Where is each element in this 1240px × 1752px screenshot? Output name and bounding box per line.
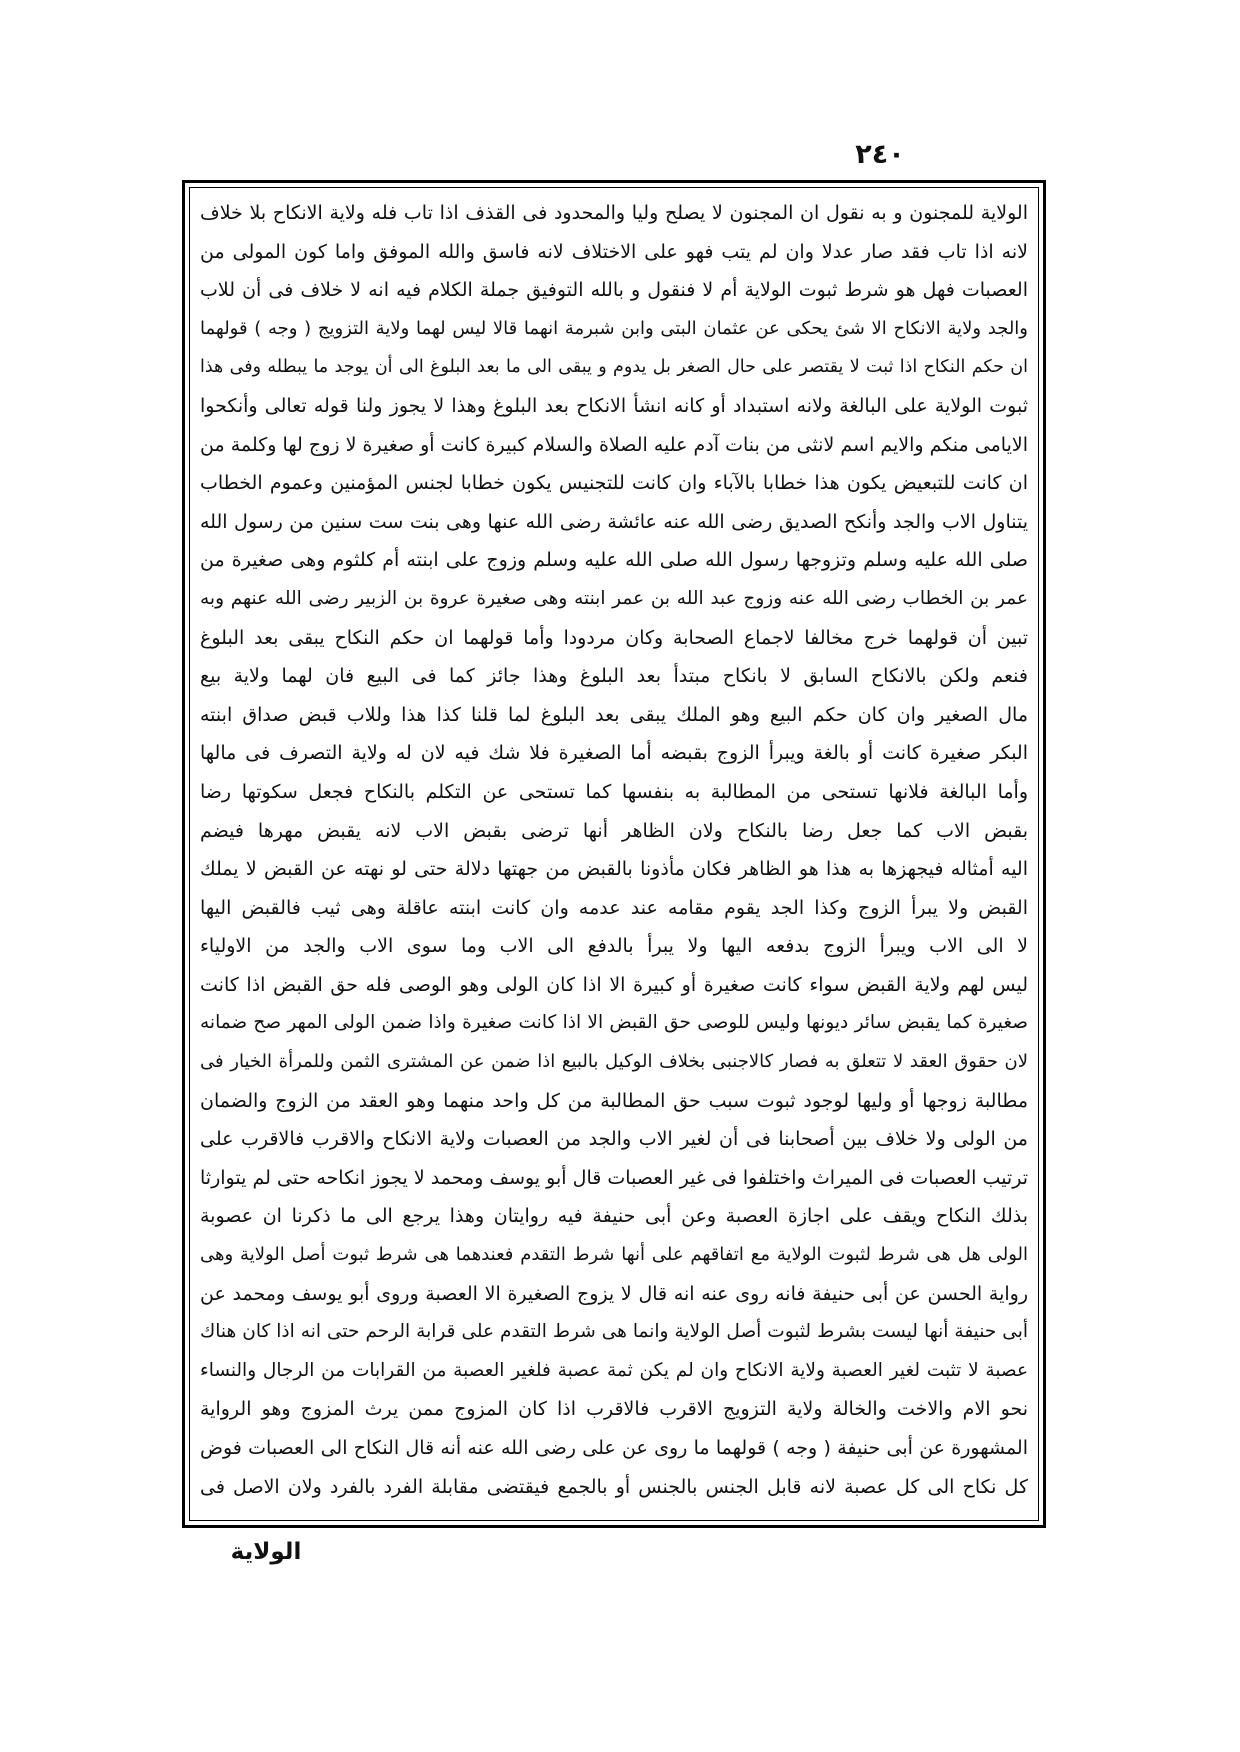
text-line: بقبض الاب كما جعل رضا بالنكاح ولان الظاهر أنها ترضى بقبض الاب لانه يقبض مهرها فيضم xyxy=(200,819,1028,842)
text-line: العصبات فهل هو شرط ثبوت الولاية أم لا فنقول و بالله التوفيق جملة الكلام فيه انه لا خلاف فى أن للاب xyxy=(200,279,1028,302)
text-line: وأما البالغة فلانها تستحى من المطالبة به بنفسها كما تستحى عن التكلم بالنكاح فجعل سكوتها رضا xyxy=(200,780,1028,803)
text-line: اليه أمثاله فيجهزها به هذا هو الظاهر فكان مأذونا بالقبض من جهتها دلالة حتى لو نهته عن القبض لا يملك xyxy=(200,858,1028,881)
text-line: مال الصغير وان كان حكم البيع وهو الملك يبقى بعد البلوغ لما قلنا كذا هذا وللاب قبض صداق ابنته xyxy=(200,703,1028,726)
text-line: ثبوت الولاية على البالغة ولانه استبداد أو كانه انشأ الانكاح بعد البلوغ وهذا لا يجوز ولنا قوله تعالى وأنكحوا xyxy=(200,394,1028,417)
text-line: لا الى الاب ويبرأ الزوج بدفعه اليها ولا يبرأ بالدفع الى الاب وما سوى الاب والجد من الاولياء xyxy=(200,935,1028,958)
text-line: لان حقوق العقد لا تتعلق به فصار كالاجنبى بخلاف الوكيل بالبيع اذا ضمن عن المشترى الثمن وللمرأة الخيار فى xyxy=(200,1051,1028,1073)
text-line: كل نكاح الى كل عصبة لانه قابل الجنس بالجنس أو بالجمع فيقتضى مقابلة الفرد بالفرد ولان الاصل فى xyxy=(200,1475,1028,1498)
text-line: بذلك النكاح ويقف على اجازة العصبة وعن أبى حنيفة فيه روايتان وهذا يرجع الى ما ذكرنا ان عصوبة xyxy=(200,1205,1028,1228)
text-block xyxy=(189,187,1039,1521)
text-line: صغيرة كما يقبض سائر ديونها وليس للوصى حق القبض الا اذا كانت صغيرة واذا ضمن الولى المهر صح ضمانه xyxy=(200,1012,1028,1034)
text-line: القبض ولا يبرأ الزوج وكذا الجد يقوم مقامه عند عدمه وان كانت ابنته عاقلة وهى ثيب فالقبض اليها xyxy=(200,896,1028,919)
text-line: عصبة لا تثبت لغير العصبة ولاية الانكاح وان لم يكن ثمة عصبة فلغير العصبة من القرابات من الرجال والنساء xyxy=(200,1359,1028,1381)
text-line: البكر صغيرة كانت أو بالغة ويبرأ الزوج بقبضه أما الصغيرة فلا شك فيه لان له ولاية التصرف فى مالها xyxy=(200,742,1028,765)
text-line: فنعم ولكن بالانكاح السابق لا بانكاح مبتدأ بعد البلوغ وهذا جائز كما فى البيع فان لهما ولاية بيع xyxy=(200,665,1028,688)
text-line: ترتيب العصبات فى الميراث واختلفوا فى غير العصبات قال أبو يوسف ومحمد لا يجوز انكاحه حتى لم يتوارثا xyxy=(200,1166,1028,1189)
text-line: ليس لهم ولاية القبض سواء كانت صغيرة أو كبيرة الا اذا كان الولى وهو الوصى فله حق القبض اذا كانت xyxy=(200,973,1028,996)
text-line: الولى هل هى شرط لثبوت الولاية مع اتفاقهم على أنها شرط التقدم فعندهما هى شرط ثبوت أصل الولاية وهى xyxy=(200,1244,1028,1266)
text-line: والجد ولاية الانكاح الا شئ يحكى عن عثمان البتى وابن شبرمة انهما قالا ليس لهما ولاية التزويج ( وجه ) قولهما xyxy=(200,317,1028,339)
text-line: لانه اذا تاب فقد صار عدلا وان لم يتب فهو على الاختلاف لانه فاسق والله الموفق واما كون المولى من xyxy=(200,240,1028,263)
text-line: صلى الله عليه وسلم وتزوجها رسول الله صلى الله عليه وسلم وزوج على ابنته أم كلثوم وهى صغيرة من xyxy=(200,549,1028,572)
text-line: أبى حنيفة أنها ليست بشرط لثبوت أصل الولاية وانما هى شرط التقدم على قرابة الرحم حتى انه اذا كان هناك xyxy=(200,1321,1028,1343)
text-line: عمر بن الخطاب رضى الله عنه وزوج عبد الله بن عمر ابنته وهى صغيرة عروة بن الزبير رضى الله عنهم وبه xyxy=(200,587,1028,609)
text-line: ان حكم النكاح اذا ثبت لا يقتصر على حال الصغر بل يدوم و يبقى الى ما بعد البلوغ الى أن يوجد ما يبطله وفى هذا xyxy=(200,357,1028,378)
catchword: الولاية xyxy=(230,1539,302,1565)
page-number: ٢٤٠ xyxy=(855,139,905,170)
text-line: ان كانت للتبعيض يكون هذا خطابا بالآباء وان كانت للتجنيس يكون خطابا لجنس المؤمنين وعموم الخطاب xyxy=(200,472,1028,495)
text-line: الولاية للمجنون و به نقول ان المجنون لا يصلح وليا والمحدود فى القذف اذا تاب فله ولاية الانكاح بلا خلاف xyxy=(200,202,1028,224)
text-line: نحو الام والاخت والخالة ولاية التزويج الاقرب فالاقرب اذا كان المزوج ممن يرث المزوج وهو الرواية xyxy=(200,1398,1028,1421)
text-line: يتناول الاب والجد وأنكح الصديق رضى الله عنه عائشة رضى الله عنها وهى بنت ست سنين من رسول الله xyxy=(200,510,1028,533)
text-line: المشهورة عن أبى حنيفة ( وجه ) قولهما ما روى عن على رضى الله عنه أنه قال النكاح الى العصبات فوض xyxy=(200,1437,1028,1459)
text-line: تبين أن قولهما خرج مخالفا لاجماع الصحابة وكان مردودا وأما قولهما ان حكم النكاح يبقى بعد البلوغ xyxy=(200,626,1028,649)
text-line: من الولى ولا خلاف بين أصحابنا فى أن لغير الاب والجد من العصبات ولاية الانكاح والاقرب فالاقرب على xyxy=(200,1128,1028,1151)
text-line: مطالبة زوجها أو وليها لوجود ثبوت سبب حق المطالبة من كل واحد منهما وهو العقد من الزوج والضمان xyxy=(200,1089,1028,1112)
text-line: الايامى منكم والايم اسم لانثى من بنات آدم عليه الصلاة والسلام كبيرة كانت أو صغيرة لا زوج لها وكلمة من xyxy=(200,433,1028,456)
text-line: رواية الحسن عن أبى حنيفة فانه روى عنه انه قال لا يزوج الصغيرة الا العصبة وروى أبو يوسف ومحمد عن xyxy=(200,1282,1028,1305)
text-frame xyxy=(182,180,1046,1528)
